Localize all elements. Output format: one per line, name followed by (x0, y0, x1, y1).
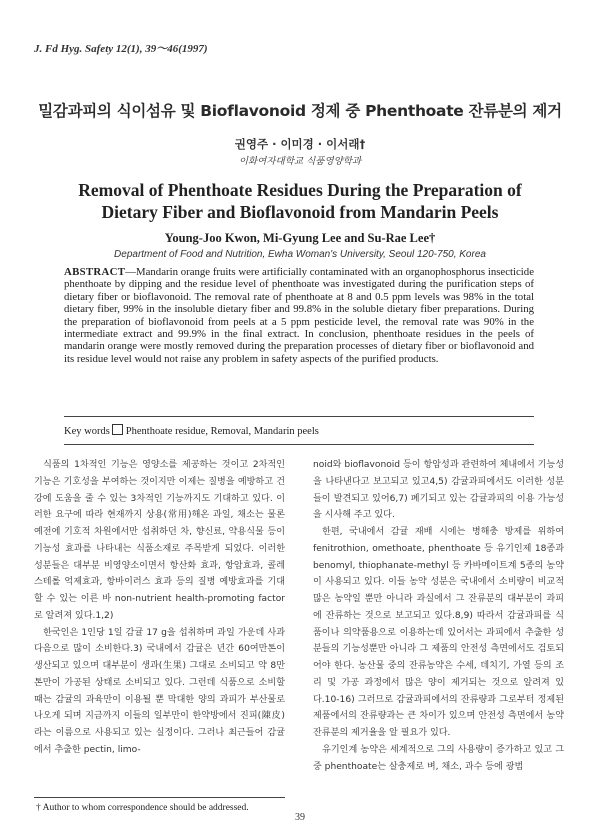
body-paragraph: noid와 bioflavonoid 등이 항암성과 관련하여 체내에서 기능성을 나타낸다고 보고되고 있고4,5) 감귤과피에서도 이러한 성분들이 발견되고 있어6,7) 폐기되고 있는 감귤과피의 이용 가능성을 시사해 주고 있다. (313, 460, 564, 521)
body-paragraph: 한편, 국내에서 감귤 재배 시에는 병해충 방제를 위하여 fenitrothion, omethoate, phenthoate 등 유기인제 18종과 benomyl, thiophanate-methyl 등 카바메이트계 5종의 농약이 사용되고 있다. 이들 농약 성분은 국내에서 소비량이 비교적 많은 농약일 뿐만 아니라 과실에서 그 잔류분의 대부분이 과피에 잔류하는 것으로 보고되고 있다.8,9) 따라서 감귤과피를 식품이나 의약품용으로 이용하는데 있어서는 과피에서 추출한 성분들의 기능성뿐만 아니라 그 제품의 안전성 측면에서도 검토되어야 한다. 농산물 중의 잔류농약은 수세, 데치기, 가열 등의 조리 및 가공 과정에서 많은 양이 제거되는 것으로 알려져 있다.10-16) 그러므로 감귤과피에서의 잔류량과 그로부터 정제된 제품에서의 잔류량과는 큰 차이가 있으며 안전성 측면에서 농약 잔류분의 제거율을 알 필요가 있다. (313, 527, 564, 738)
abstract-label: ABSTRACT (64, 266, 126, 278)
korean-authors: 권영주 · 이미경 · 이서래† (234, 137, 366, 151)
keywords-top-divider (64, 416, 534, 417)
page-number: 39 (295, 812, 305, 823)
abstract (64, 266, 534, 365)
english-title-line-1: Removal of Phenthoate Residues During the Preparation of (78, 180, 522, 200)
checkbox-square-icon (112, 424, 123, 435)
body-paragraph: 한국인은 1인당 1일 감귤 17 g을 섭취하며 과일 가운데 사과 다음으로 많이 소비한다.3) 국내에서 감귤은 년간 60여만톤이 생산되고 있으며 대부분이 생과(生果) 그대로 소비되고 약 8만톤만이 가공된 상태로 소비되고 있다. 그런데 식품으로 소비할 때는 감귤의 과육만이 이용될 뿐 막대한 양의 과피가 부산물로 나오게 되며 지금까지 이들의 일부만이 한약방에서 진피(陳皮)라는 이름으로 사용되고 있는 실정이다. 그러나 최근들어 감귤에서 추출한 pectin, limo- (34, 627, 285, 755)
abstract-text: —Mandarin orange fruits were artificially contaminated with an organophosphorus insecticide phenthoate by dipping and the residue level of phenthoate was investigated during the purification steps of dietary fiber or bioflavonoid. The removal rate of phenthoate at 8 and 0.5 ppm levels was 98% in the total dietary fiber, 99% in the insoluble dietary fiber and 99.8% in the soluble dietary fiber preparations. During the preparation of bioflavonoid from peels at a 5 ppm pesticide level, the removal rate was 90% in the intermediate extract and 99.9% in the final extract. In conclusion, phenthoate residues in the peels of mandarin orange were mostly removed during the preparation processes of dietary fiber or bioflavonoid and its residue level would not raise any problem in safety aspects of the purified products. (64, 266, 534, 365)
footnote: † Author to whom correspondence should be addressed. (36, 803, 249, 813)
keywords (64, 424, 319, 437)
english-affiliation: Department of Food and Nutrition, Ewha Woman's University, Seoul 120-750, Korea (114, 249, 486, 260)
english-title (0, 179, 600, 223)
body-paragraph: 유기인계 농약은 세계적으로 그의 사용량이 증가하고 있고 그 중 phenthoate는 살충제로 벼, 채소, 과수 등에 광범 (313, 744, 564, 772)
keywords-text: Phenthoate residue, Removal, Mandarin peels (125, 426, 319, 437)
english-authors: Young-Joo Kwon, Mi-Gyung Lee and Su-Rae Lee† (164, 231, 436, 245)
keywords-label: Key words (64, 426, 110, 437)
korean-affiliation: 이화여자대학교 식품영양학과 (238, 156, 362, 167)
footnote-divider (34, 797, 285, 798)
body-column-left (34, 457, 285, 759)
journal-reference: J. Fd Hyg. Safety 12(1), 39～46(1997) (34, 43, 208, 55)
english-title-line-2: Dietary Fiber and Bioflavonoid from Mandarin Peels (101, 202, 499, 222)
body-column-right (313, 457, 564, 775)
body-paragraph: 식품의 1차적인 기능은 영양소를 제공하는 것이고 2차적인 기능은 기호성을 부여하는 것이지만 이제는 질병을 예방하고 건강에 도움을 줄 수 있는 3차적인 기능까지도 기대하고 있다. 이러한 요구에 따라 현재까지 상용(常用)해온 과일, 채소는 물론 예전에 기호적 차원에서만 섭취하던 차, 향신료, 약용식물 등이 기능성 효과를 나타내는 식품소재로 주목받게 되었다. 이러한 성분들은 대부분 비영양소이면서 항산화 효과, 항암효과, 콜레스테롤 억제효과, 항바이러스 효과 등의 질병 예방효과를 기대할 수 있는 이른 바 non-nutrient health-promoting factor로 알려져 있다.1,2) (34, 460, 285, 621)
korean-title: 밀감과피의 식이섬유 및 Bioflavonoid 정제 중 Phenthoate 잔류분의 제거 (38, 102, 562, 120)
keywords-bottom-divider (64, 444, 534, 445)
